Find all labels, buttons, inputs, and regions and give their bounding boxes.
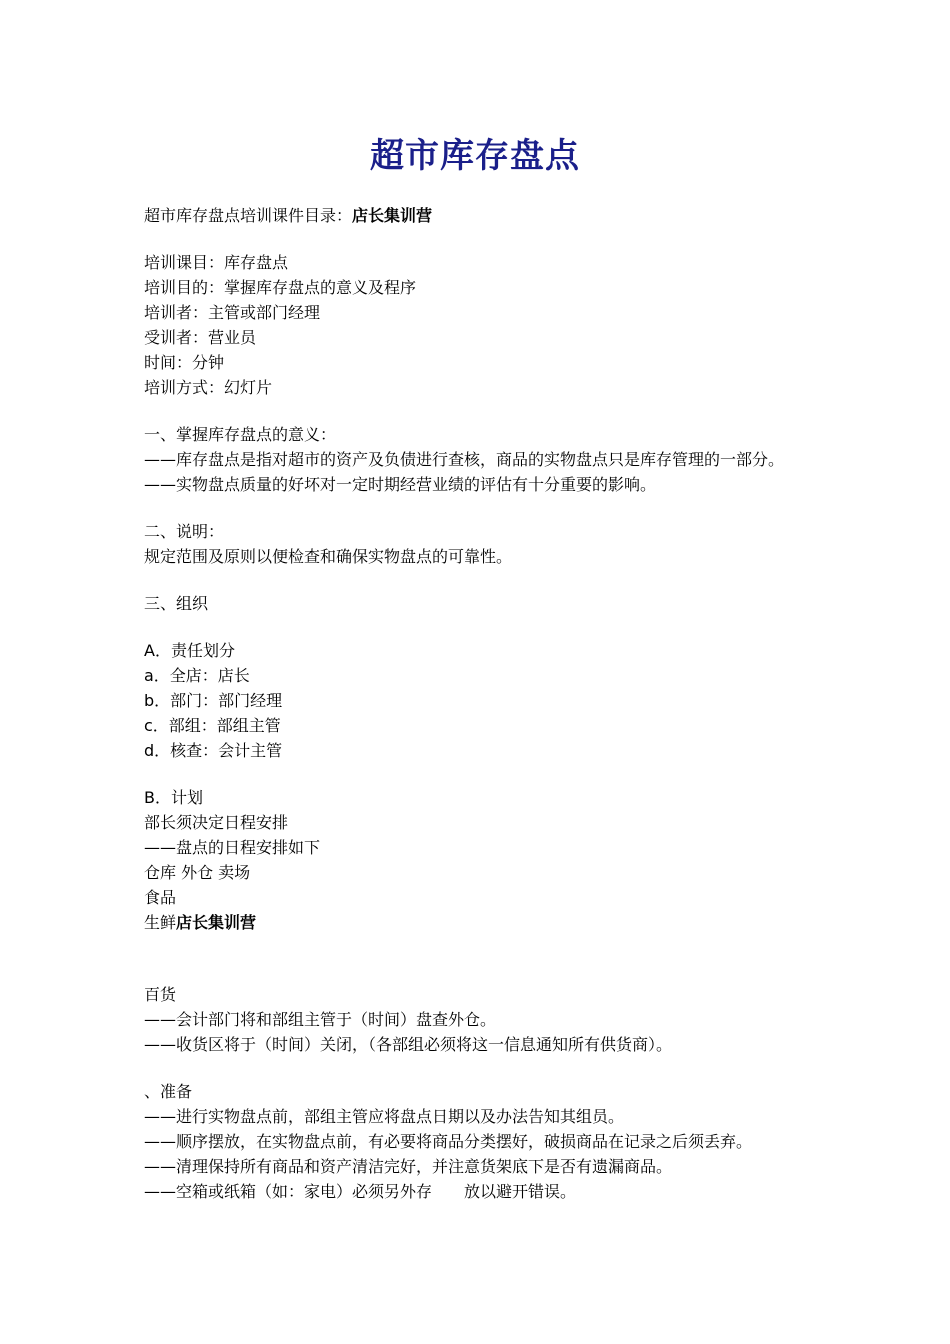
fresh-prefix: 生鲜: [144, 913, 177, 932]
info-line: 培训目的：掌握库存盘点的意义及程序: [144, 278, 417, 297]
section-line: ——库存盘点是指对超市的资产及负债进行查核，商品的实物盘点只是库存管理的一部分。: [144, 450, 785, 469]
section-general: [144, 982, 864, 1057]
list-item: b．部门：部门经理: [144, 691, 283, 710]
section-line: 百货: [144, 985, 177, 1004]
section-line: ——进行实物盘点前，部组主管应将盘点日期以及办法告知其组员。: [144, 1107, 625, 1126]
section-preparation: [144, 1079, 864, 1204]
section-organization: [144, 591, 864, 935]
section-line: ——会计部门将和部组主管于（时间）盘查外仓。: [144, 1010, 497, 1029]
subsection-heading: A．责任划分: [144, 641, 235, 660]
section-heading: 二、说明：: [144, 522, 225, 541]
document-body: [144, 203, 864, 1204]
info-line: 时间：分钟: [144, 353, 225, 372]
info-line: 受训者：营业员: [144, 328, 257, 347]
section-line: 规定范围及原则以便检查和确保实物盘点的可靠性。: [144, 547, 513, 566]
section-heading: 一、掌握库存盘点的意义：: [144, 425, 337, 444]
section-line: ——顺序摆放，在实物盘点前，有必要将商品分类摆好，破损商品在记录之后须丢弃。: [144, 1132, 753, 1151]
catalog-line: [144, 203, 864, 228]
section-line: ——空箱或纸箱（如：家电）必须另外存 放以避开错误。: [144, 1182, 577, 1201]
catalog-bold: 店长集训营: [352, 206, 433, 225]
fresh-line: [144, 910, 864, 935]
section-meaning: [144, 422, 864, 497]
section-heading: 、准备: [144, 1082, 193, 1101]
list-item: d．核查：会计主管: [144, 741, 283, 760]
section-line: ——收货区将于（时间）关闭，（各部组必须将这一信息通知所有供货商）。: [144, 1035, 673, 1054]
fresh-bold: 店长集训营: [176, 913, 257, 932]
list-item: c．部组：部组主管: [144, 716, 281, 735]
section-line: 食品: [144, 888, 177, 907]
subsection-heading: B．计划: [144, 788, 203, 807]
section-line: 仓库 外仓 卖场: [144, 863, 251, 882]
info-line: 培训课目：库存盘点: [144, 253, 289, 272]
section-line: ——清理保持所有商品和资产清洁完好，并注意货架底下是否有遗漏商品。: [144, 1157, 673, 1176]
info-line: 培训者：主管或部门经理: [144, 303, 321, 322]
training-info: [144, 250, 864, 400]
info-line: 培训方式：幻灯片: [144, 378, 273, 397]
section-explanation: [144, 519, 864, 569]
catalog-prefix: 超市库存盘点培训课件目录：: [144, 206, 353, 225]
section-heading: 三、组织: [144, 594, 209, 613]
section-line: ——实物盘点质量的好坏对一定时期经营业绩的评估有十分重要的影响。: [144, 475, 657, 494]
list-item: a．全店：店长: [144, 666, 250, 685]
section-line: 部长须决定日程安排: [144, 813, 289, 832]
section-line: ——盘点的日程安排如下: [144, 838, 321, 857]
document-title: 超市库存盘点: [370, 136, 580, 176]
